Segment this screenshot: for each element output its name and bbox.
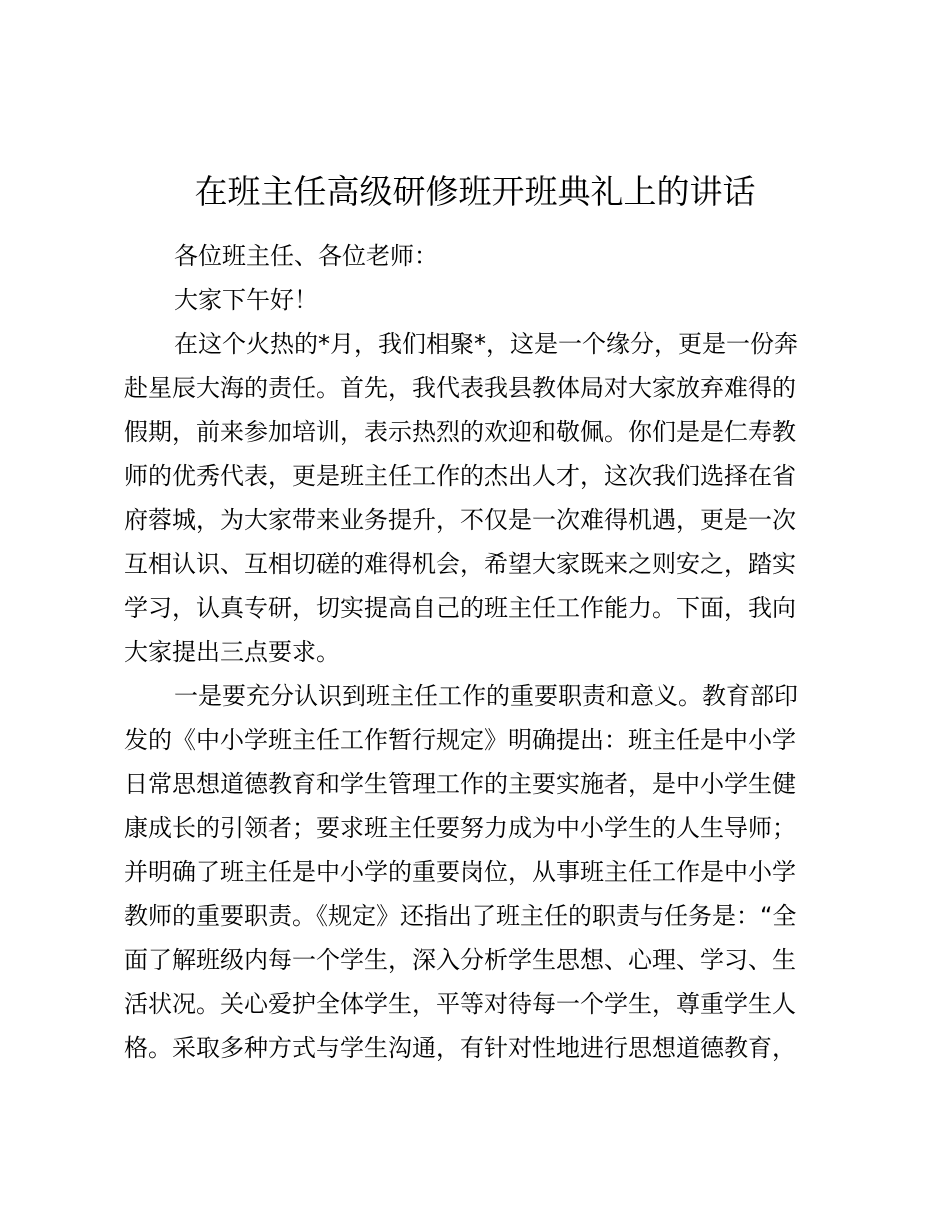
document-title: 在班主任高级研修班开班典礼上的讲话 xyxy=(194,172,756,211)
paragraph-2-line-2: 发的《中小学班主任工作暂行规定》明确提出：班主任是中小学 xyxy=(124,726,796,754)
greeting-line: 大家下午好！ xyxy=(174,286,318,314)
paragraph-2-line-7: 面了解班级内每一个学生，深入分析学生思想、心理、学习、生 xyxy=(124,946,796,974)
salutation-line: 各位班主任、各位老师： xyxy=(174,242,438,270)
paragraph-2-line-4: 康成长的引领者；要求班主任要努力成为中小学生的人生导师； xyxy=(124,814,796,842)
paragraph-2-line-9: 格。采取多种方式与学生沟通，有针对性地进行思想道德教育， xyxy=(124,1034,796,1062)
paragraph-1-line-3: 假期，前来参加培训，表示热烈的欢迎和敬佩。你们是是仁寿教 xyxy=(124,418,796,446)
document-body xyxy=(124,234,834,1070)
paragraph-2-line-1: 一是要充分认识到班主任工作的重要职责和意义。教育部印 xyxy=(174,682,798,710)
paragraph-1-line-5: 府蓉城，为大家带来业务提升，不仅是一次难得机遇，更是一次 xyxy=(124,506,796,534)
paragraph-2-line-8: 活状况。关心爱护全体学生，平等对待每一个学生，尊重学生人 xyxy=(124,990,796,1018)
paragraph-1-line-4: 师的优秀代表，更是班主任工作的杰出人才，这次我们选择在省 xyxy=(124,462,796,490)
paragraph-1-line-6: 互相认识、互相切磋的难得机会，希望大家既来之则安之，踏实 xyxy=(124,550,796,578)
paragraph-1-line-8: 大家提出三点要求。 xyxy=(124,638,340,666)
paragraph-2-line-6: 教师的重要职责。《规定》还指出了班主任的职责与任务是：“全 xyxy=(124,902,797,930)
paragraph-1-line-1: 在这个火热的*月，我们相聚*，这是一个缘分，更是一份奔 xyxy=(174,330,798,358)
paragraph-2-line-3: 日常思想道德教育和学生管理工作的主要实施者，是中小学生健 xyxy=(124,770,796,798)
paragraph-2-line-5: 并明确了班主任是中小学的重要岗位，从事班主任工作是中小学 xyxy=(124,858,796,886)
paragraph-1-line-2: 赴星辰大海的责任。首先，我代表我县教体局对大家放弃难得的 xyxy=(124,374,796,402)
paragraph-1-line-7: 学习，认真专研，切实提高自己的班主任工作能力。下面，我向 xyxy=(124,594,796,622)
